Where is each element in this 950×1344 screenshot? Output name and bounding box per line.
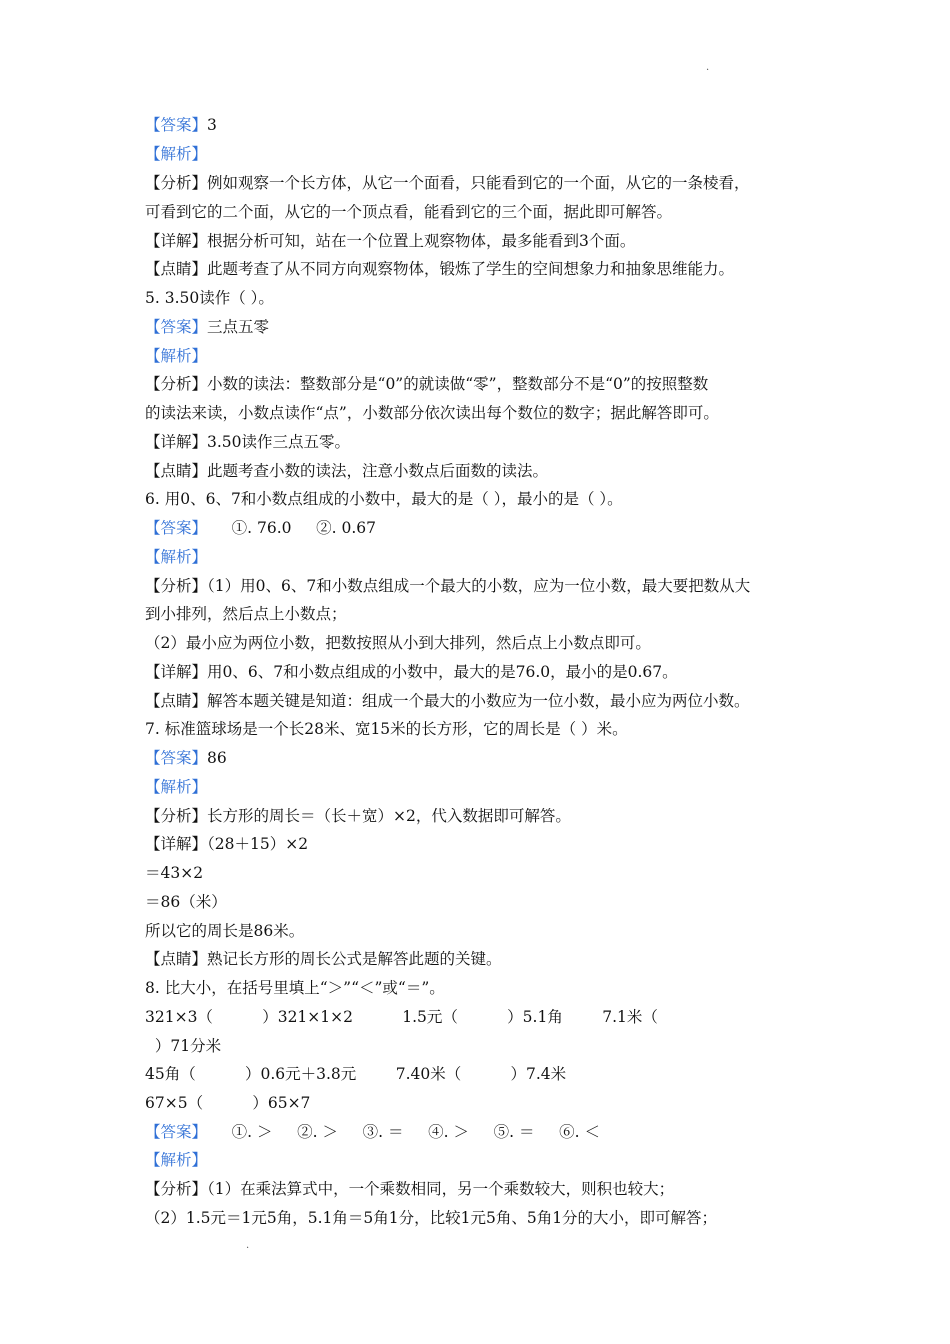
q4-analysis-heading: 【解析】 <box>145 145 208 163</box>
q5-dianjing-text: 此题考查小数的读法，注意小数点后面数的读法。 <box>207 462 549 480</box>
q8-row-4: 67×5（ ）65×7 <box>145 1094 311 1112</box>
answer-tag: 【答案】 <box>145 749 208 767</box>
q7-xiangjie-text: （28＋15）×2 <box>207 835 309 853</box>
q5-answer-line <box>145 316 890 338</box>
q7-analysis-heading: 【解析】 <box>145 778 208 796</box>
q4-fenxi-text-1: 例如观察一个长方体，从它一个面看，只能看到它的一个面，从它的一条棱看， <box>207 174 750 192</box>
q5-dianjing-line <box>145 460 890 482</box>
q5-fenxi-text-1: 小数的读法：整数部分是“0”的就读做“零”，整数部分不是“0”的按照整数 <box>207 375 709 393</box>
q6-answer: ①. 76.0 ②. 0.67 <box>207 519 377 537</box>
q6-fenxi-line-1 <box>145 575 890 597</box>
q7-step-2: ＝86（米） <box>145 893 227 911</box>
q7-xiangjie-line <box>145 833 890 855</box>
q7-dianjing-text: 熟记长方形的周长公式是解答此题的关键。 <box>207 950 502 968</box>
q6-answer-line <box>145 517 890 539</box>
q5-xiangjie-line <box>145 431 890 453</box>
q5-xiangjie-text: 3.50读作三点五零。 <box>207 433 351 451</box>
q6-question: 6. 用0、6、7和小数点组成的小数中，最大的是（ ），最小的是（ ）。 <box>145 490 623 508</box>
q8-fenxi-text-1: （1）在乘法算式中，一个乘数相同，另一个乘数较大，则积也较大； <box>207 1180 675 1198</box>
q7-step-1: ＝43×2 <box>145 864 204 882</box>
q6-fenxi-line-2: 到小排列，然后点上小数点； <box>145 605 347 623</box>
answer-tag: 【答案】 <box>145 318 208 336</box>
fenxi-tag: 【分析】 <box>145 577 208 595</box>
q7-fenxi-line <box>145 805 890 827</box>
q6-analysis-heading: 【解析】 <box>145 548 208 566</box>
q4-dianjing-line <box>145 258 890 280</box>
q8-row-1: 321×3（ ）321×1×2 1.5元（ ）5.1角 7.1米（ <box>145 1008 658 1026</box>
q7-conclusion: 所以它的周长是86米。 <box>145 922 305 940</box>
q8-question: 8. 比大小，在括号里填上“＞”“＜”或“＝”。 <box>145 979 445 997</box>
q7-fenxi-text: 长方形的周长＝（长＋宽）×2，代入数据即可解答。 <box>207 807 571 825</box>
q7-question: 7. 标准篮球场是一个长28米、宽15米的长方形，它的周长是（ ）米。 <box>145 720 628 738</box>
q4-dianjing-text: 此题考查了从不同方向观察物体，锻炼了学生的空间想象力和抽象思维能力。 <box>207 260 735 278</box>
dianjing-tag: 【点睛】 <box>145 950 208 968</box>
xiangjie-tag: 【详解】 <box>145 232 208 250</box>
q8-analysis-heading: 【解析】 <box>145 1151 208 1169</box>
q7-dianjing-line <box>145 948 890 970</box>
xiangjie-tag: 【详解】 <box>145 663 208 681</box>
q5-analysis-heading: 【解析】 <box>145 347 208 365</box>
q8-answer-line <box>145 1121 890 1143</box>
q8-fenxi-line-1 <box>145 1178 890 1200</box>
q6-dianjing-text: 解答本题关键是知道：组成一个最大的小数应为一位小数，最小应为两位小数。 <box>207 692 750 710</box>
dianjing-tag: 【点睛】 <box>145 260 208 278</box>
q4-answer-line <box>145 114 890 136</box>
q4-fenxi-line-2: 可看到它的二个面，从它的一个顶点看，能看到它的三个面，据此即可解答。 <box>145 203 673 221</box>
top-dot: . <box>706 62 710 73</box>
fenxi-tag: 【分析】 <box>145 1180 208 1198</box>
q6-xiangjie-line <box>145 661 890 683</box>
dianjing-tag: 【点睛】 <box>145 692 208 710</box>
q8-row-3: 45角（ ）0.6元＋3.8元 7.40米（ ）7.4米 <box>145 1065 567 1083</box>
answer-tag: 【答案】 <box>145 116 208 134</box>
q4-fenxi-line-1 <box>145 172 890 194</box>
q5-fenxi-line-1 <box>145 373 890 395</box>
q4-xiangjie-line <box>145 230 890 252</box>
fenxi-tag: 【分析】 <box>145 174 208 192</box>
dianjing-tag: 【点睛】 <box>145 462 208 480</box>
xiangjie-tag: 【详解】 <box>145 835 208 853</box>
q7-answer: 86 <box>207 749 227 767</box>
bottom-dot: . <box>246 1240 250 1251</box>
q8-fenxi-line-2: （2）1.5元＝1元5角，5.1角＝5角1分，比较1元5角、5角1分的大小，即可解答； <box>145 1209 718 1227</box>
q8-answer: ①. ＞ ②. ＞ ③. ＝ ④. ＞ ⑤. ＝ ⑥. ＜ <box>207 1123 600 1141</box>
fenxi-tag: 【分析】 <box>145 375 208 393</box>
answer-tag: 【答案】 <box>145 1123 208 1141</box>
q6-xiangjie-text: 用0、6、7和小数点组成的小数中，最大的是76.0，最小的是0.67。 <box>207 663 678 681</box>
q5-fenxi-line-2: 的读法来读，小数点读作“点”，小数部分依次读出每个数位的数字；据此解答即可。 <box>145 404 719 422</box>
xiangjie-tag: 【详解】 <box>145 433 208 451</box>
q4-xiangjie-text: 根据分析可知，站在一个位置上观察物体，最多能看到3个面。 <box>207 232 636 250</box>
q6-fenxi-line-3: （2）最小应为两位小数，把数按照从小到大排列，然后点上小数点即可。 <box>145 634 651 652</box>
q6-dianjing-line <box>145 690 890 712</box>
q6-fenxi-text-1: （1）用0、6、7和小数点组成一个最大的小数，应为一位小数，最大要把数从大 <box>207 577 751 595</box>
fenxi-tag: 【分析】 <box>145 807 208 825</box>
q5-question: 5. 3.50读作（ ）。 <box>145 289 274 307</box>
q8-row-2: ）71分米 <box>145 1037 222 1055</box>
q5-answer: 三点五零 <box>207 318 270 336</box>
answer-tag: 【答案】 <box>145 519 208 537</box>
q7-answer-line <box>145 747 890 769</box>
q4-answer: 3 <box>207 116 217 134</box>
